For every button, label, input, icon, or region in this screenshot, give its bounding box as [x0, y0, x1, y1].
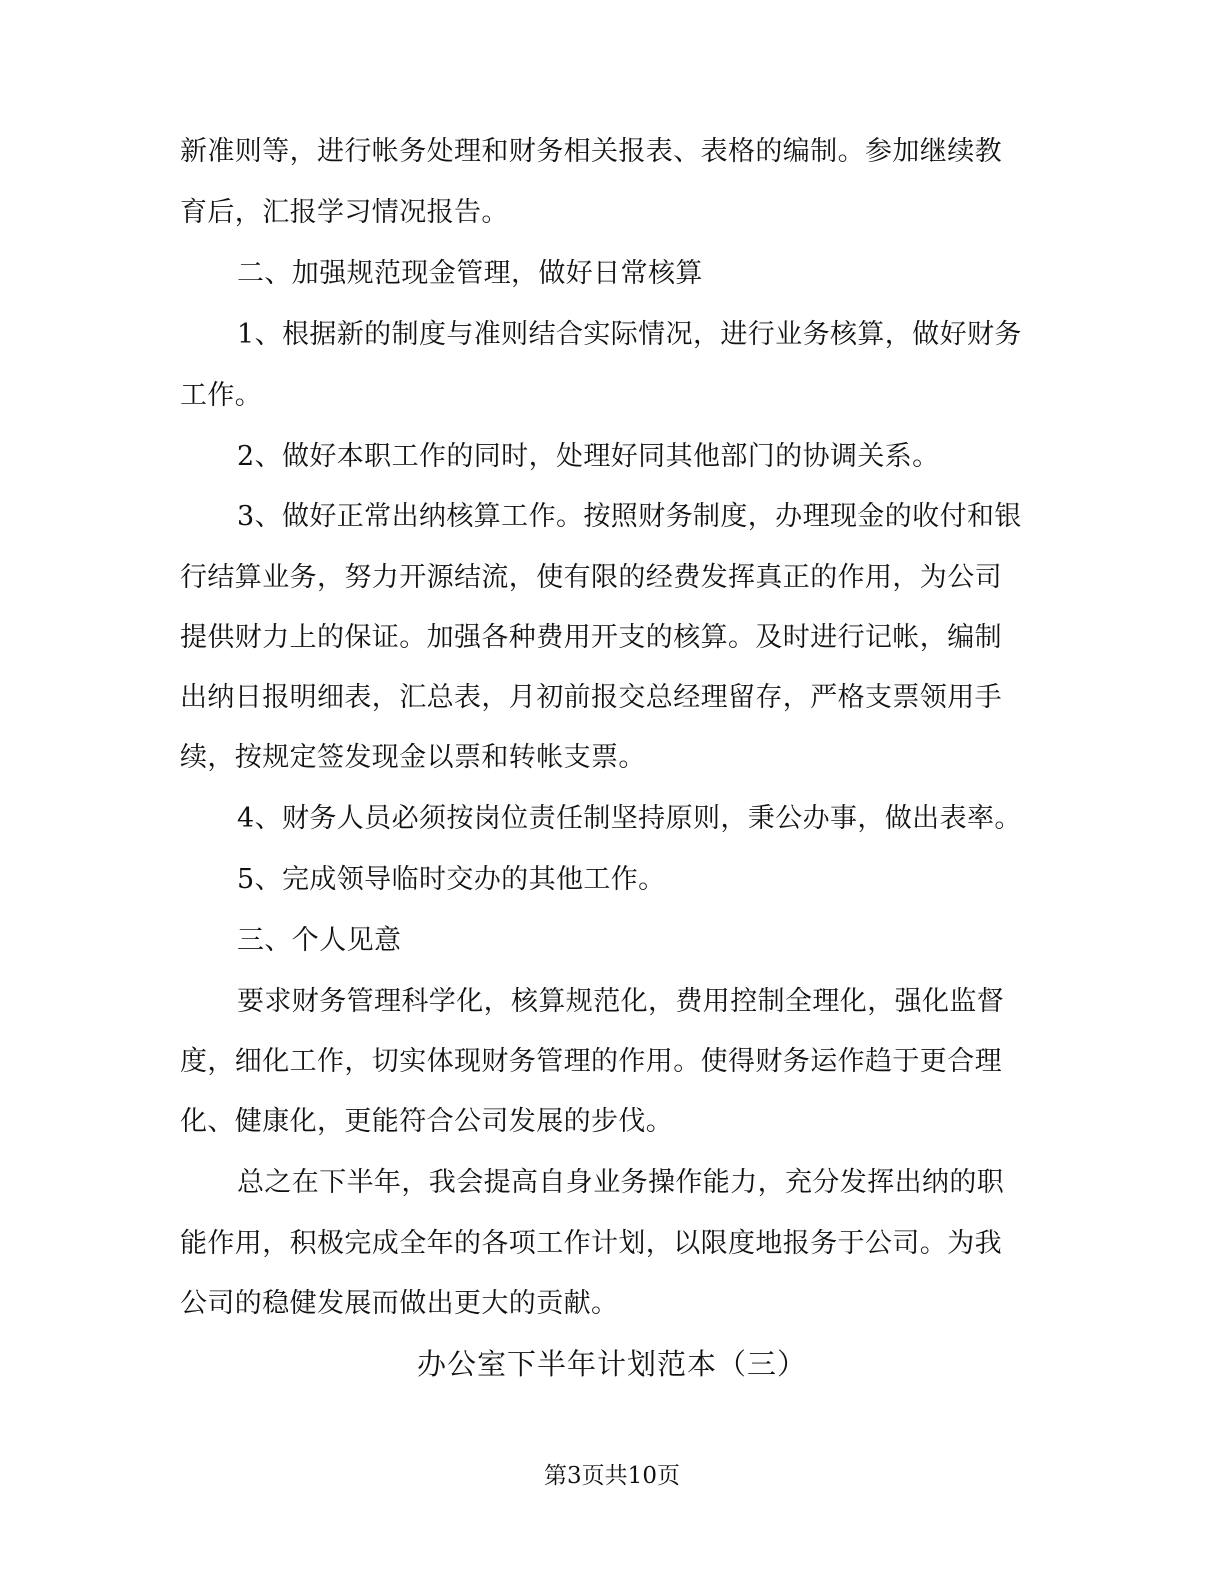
list-item: 3、做好正常出纳核算工作。按照财务制度，办理现金的收付和银: [237, 501, 1022, 532]
body-line: 能作用，积极完成全年的各项工作计划，以限度地报务于公司。为我: [180, 1228, 1002, 1259]
body-line: 新准则等，进行帐务处理和财务相关报表、表格的编制。参加继续教: [180, 136, 1002, 167]
body-line: 续，按规定签发现金以票和转帐支票。: [180, 742, 646, 773]
section-heading: 三、个人见意: [237, 925, 402, 956]
list-item: 5、完成领导临时交办的其他工作。: [237, 864, 666, 895]
list-item: 4、财务人员必须按岗位责任制坚持原则，秉公办事，做出表率。: [237, 803, 1022, 834]
body-line: 出纳日报明细表，汇总表，月初前报交总经理留存，严格支票领用手: [180, 682, 1002, 713]
section-heading: 二、加强规范现金管理，做好日常核算: [237, 258, 703, 289]
body-line: 化、健康化，更能符合公司发展的步伐。: [180, 1106, 674, 1137]
page-number: 第3页共10页: [544, 1463, 680, 1489]
body-line: 公司的稳健发展而做出更大的贡献。: [180, 1288, 619, 1319]
body-line: 行结算业务，努力开源结流，使有限的经费发挥真正的作用，为公司: [180, 562, 1002, 593]
list-item: 2、做好本职工作的同时，处理好同其他部门的协调关系。: [237, 441, 940, 472]
body-line: 总之在下半年，我会提高自身业务操作能力，充分发挥出纳的职: [237, 1167, 1005, 1198]
body-line: 育后，汇报学习情况报告。: [180, 197, 509, 228]
section-title: 办公室下半年计划范本（三）: [416, 1347, 807, 1381]
body-line: 提供财力上的保证。加强各种费用开支的核算。及时进行记帐，编制: [180, 622, 1002, 653]
body-line: 工作。: [180, 380, 263, 411]
body-line: 度，细化工作，切实体现财务管理的作用。使得财务运作趋于更合理: [180, 1046, 1002, 1077]
body-line: 要求财务管理科学化，核算规范化，费用控制全理化，强化监督: [237, 986, 1005, 1017]
list-item: 1、根据新的制度与准则结合实际情况，进行业务核算，做好财务: [237, 319, 1022, 350]
